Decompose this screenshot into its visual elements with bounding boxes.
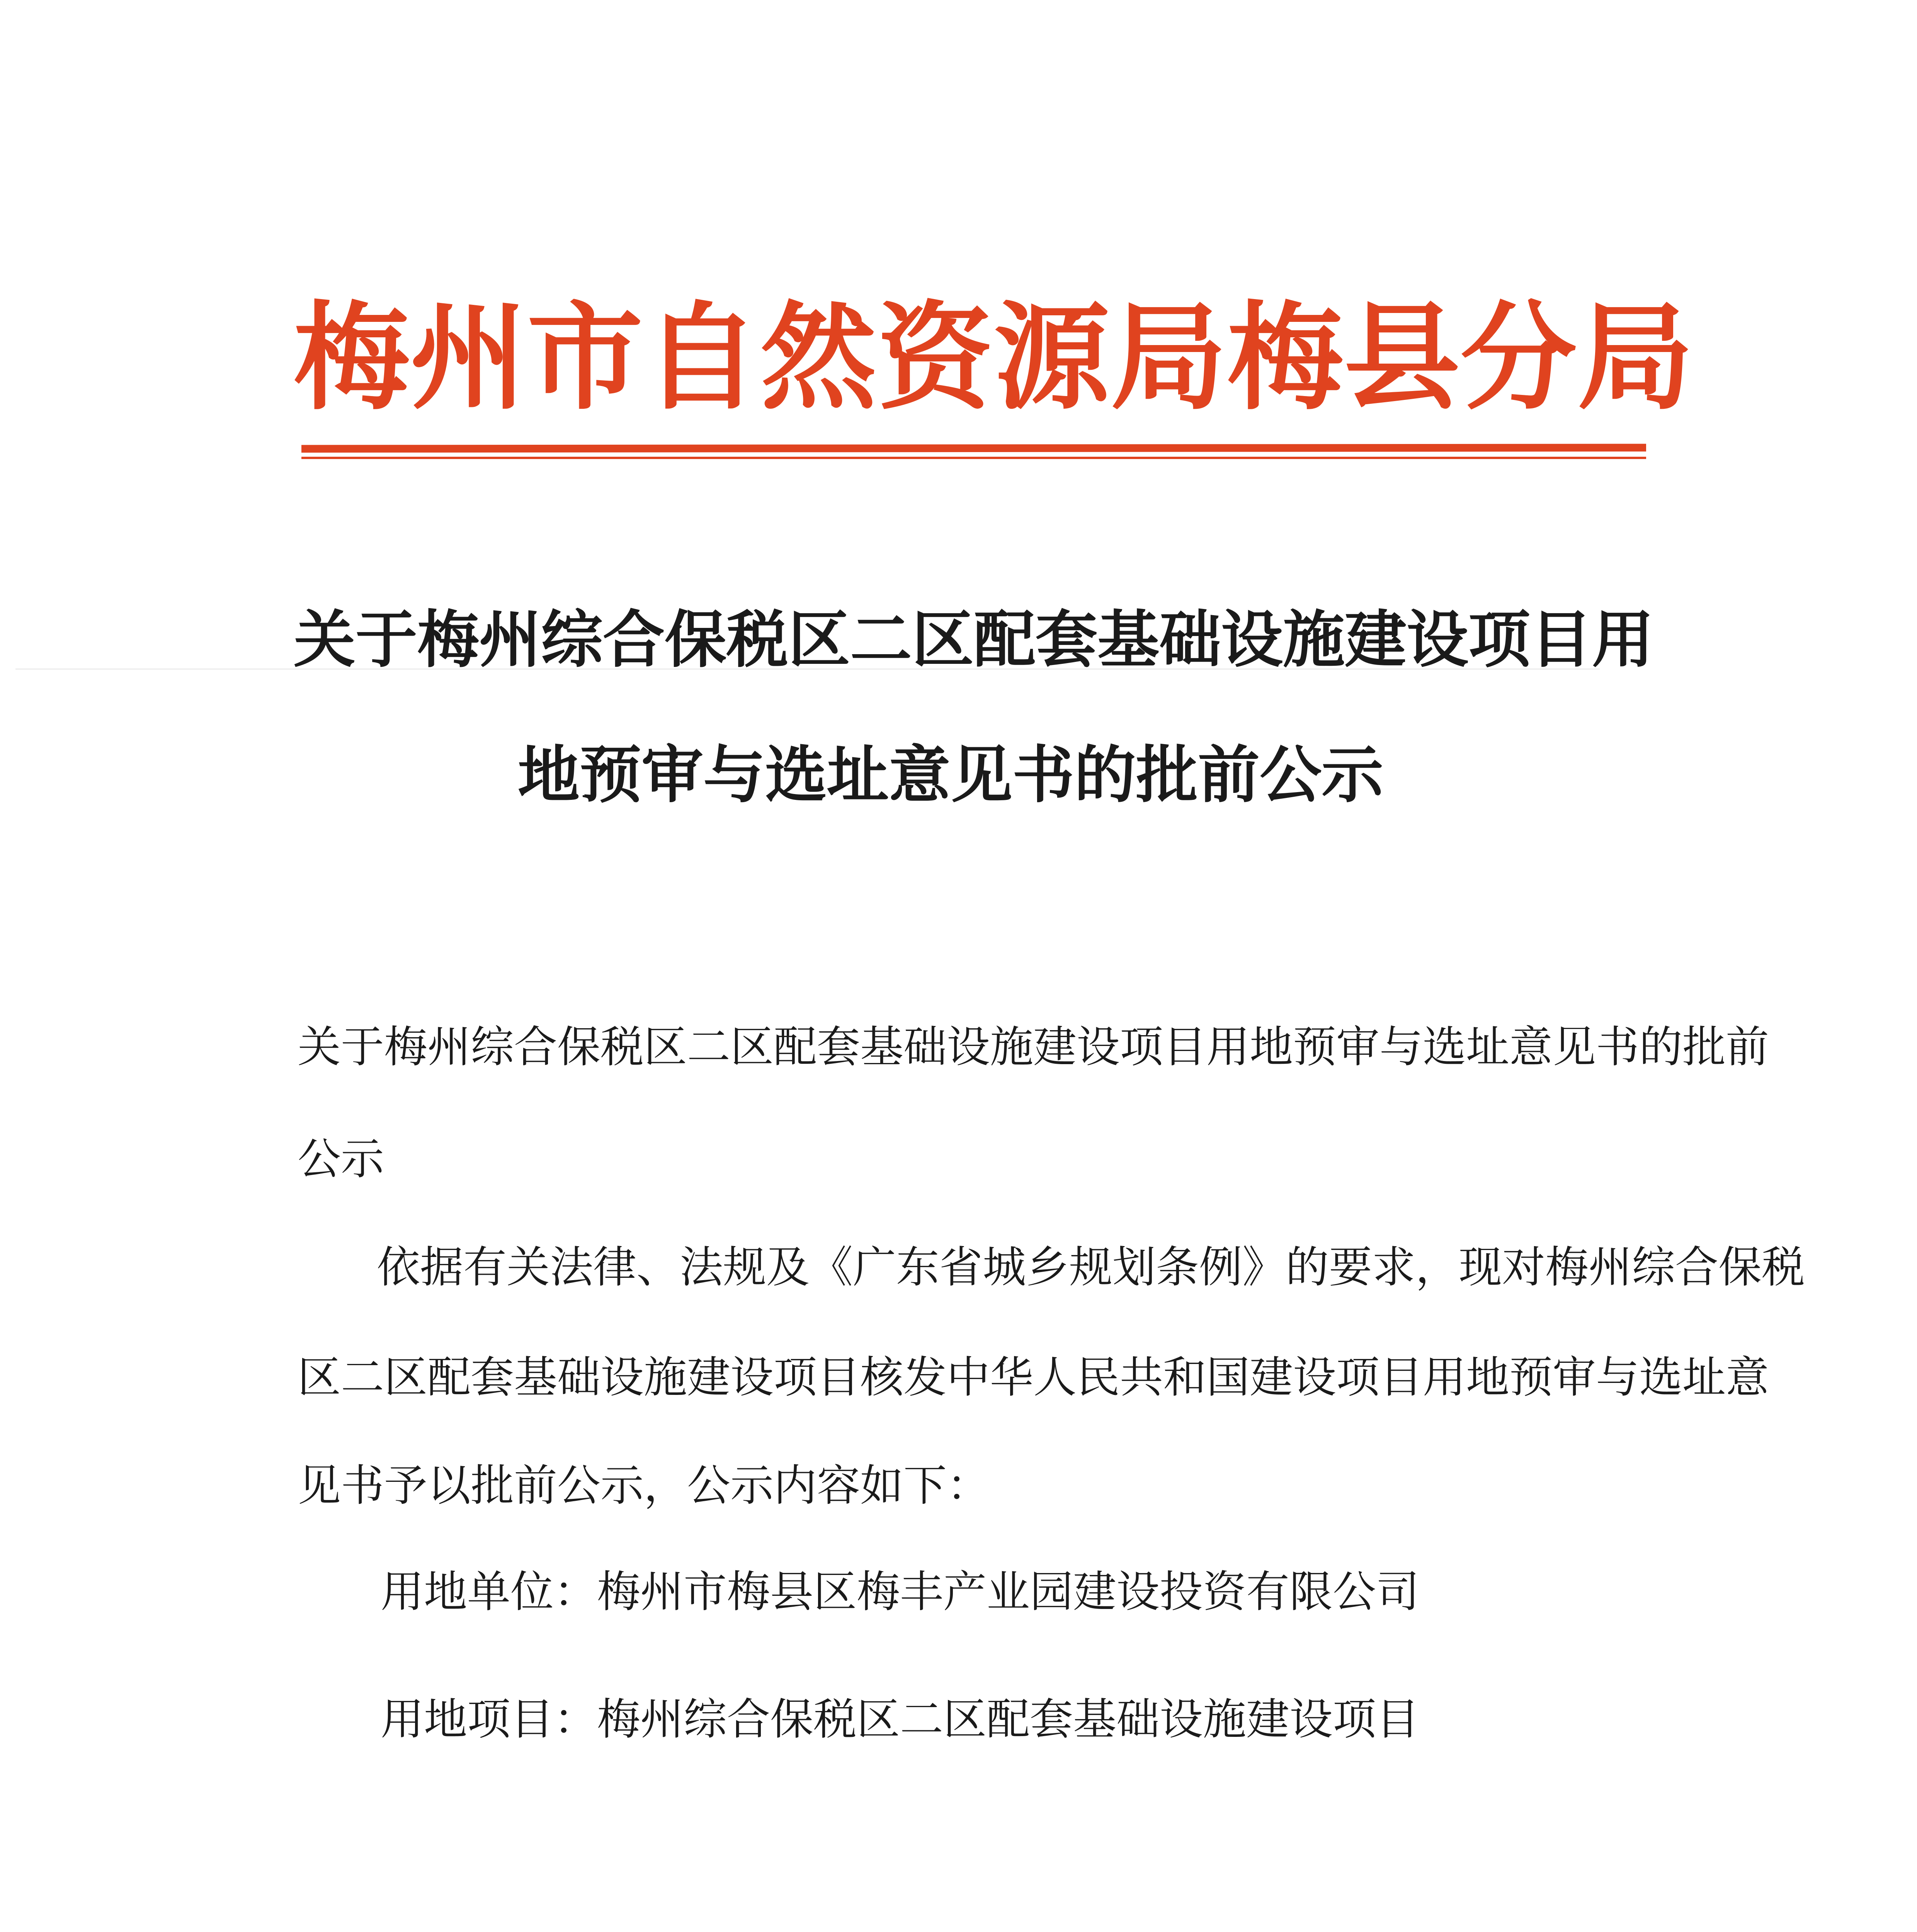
document-title-line-2: 地预审与选址意见书的批前公示: [517, 738, 1383, 811]
letterhead-title: 梅州市自然资源局梅县分局: [294, 289, 1694, 425]
subject-line-1: 关于梅州综合保税区二区配套基础设施建设项目用地预审与选址意见书的批前: [298, 1022, 1769, 1072]
basis-paragraph-line-1: 依据有关法律、法规及《广东省城乡规划条例》的要求，现对梅州综合保税: [377, 1242, 1805, 1293]
document-title-line-1: 关于梅州综合保税区二区配套基础设施建设项目用: [294, 603, 1654, 676]
letterhead-red-rule-thin: [301, 457, 1646, 459]
land-unit-line: 用地单位：梅州市梅县区梅丰产业园建设投资有限公司: [381, 1567, 1419, 1617]
land-project-line: 用地项目：梅州综合保税区二区配套基础设施建设项目: [381, 1694, 1419, 1745]
subject-line-2: 公示: [298, 1134, 384, 1184]
basis-paragraph-line-2: 区二区配套基础设施建设项目核发中华人民共和国建设项目用地预审与选址意: [298, 1352, 1769, 1403]
letterhead-red-rule: [301, 444, 1646, 452]
letterhead: [294, 289, 1694, 440]
basis-paragraph-line-3: 见书予以批前公示，公示内容如下：: [298, 1461, 990, 1511]
document-title: [294, 603, 1654, 811]
